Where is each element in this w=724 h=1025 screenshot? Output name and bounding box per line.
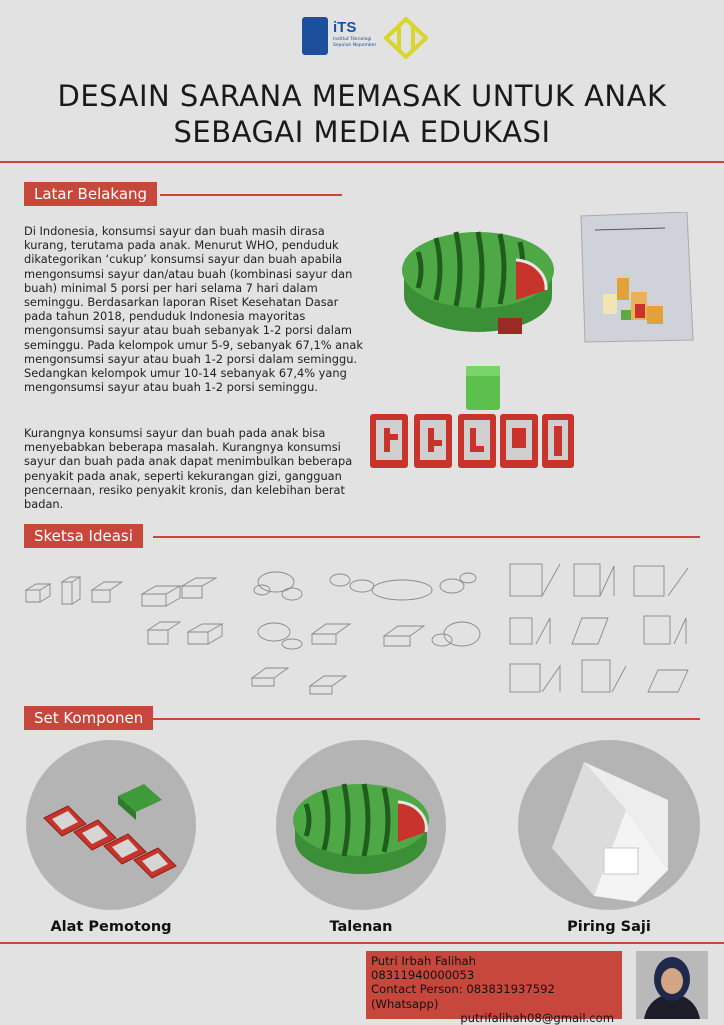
board-component-image bbox=[276, 740, 446, 910]
komponen-rule bbox=[152, 718, 700, 720]
latar-paragraph-2: Kurangnya konsumsi sayur dan buah pada anak bisa menyebabkan beberapa masalah. Kurangnya konsumsi sayur dan buah pada anak dapat menimbulkan beberapa penyakit pada anak, seperti kekurangan gizi, gangguan pencernaan, resiko penyakit kronis, dan kelebihan berat badan. bbox=[24, 426, 353, 512]
poster-title bbox=[20, 78, 704, 150]
footer-divider bbox=[0, 942, 724, 944]
cutter-set-render bbox=[366, 362, 581, 476]
its-crest-icon bbox=[302, 17, 328, 55]
contact-nrp: 08311940000053 bbox=[371, 968, 475, 983]
contact-phone: Contact Person: 083831937592 (Whatsapp) bbox=[371, 982, 555, 1011]
komponen-label-3: Piring Saji bbox=[567, 919, 651, 935]
cutter-component-image bbox=[26, 740, 196, 910]
latar-paragraph-1: Di Indonesia, konsumsi sayur dan buah masih dirasa kurang, terutama pada anak. Menurut WHO, penduduk dikategorikan ‘cukup’ konsumsi sayur dan buah apabila mengonsumsi sayur dan/atau buah (kombinasi sayur dan buah) minimal 5 porsi per hari selama 7 hari dalam seminggu. Berdasarkan laporan Riset Kesehatan Dasar pada tahun 2018, penduduk Indonesia mayoritas mengonsumsi sayur atau buah sebanyak 1-2 porsi dalam seminggu. Pada kelompok umur 5-9, sebanyak 67,1% anak mengonsumsi sayur atau buah 1-2 porsi dalam seminggu. Sedangkan kelompok umur 10-14 sebanyak 67,4% yang mengonsumsi sayur atau buah 1-2 porsi seminggu. bbox=[24, 224, 363, 395]
contact-card bbox=[366, 951, 622, 1025]
design-logo-icon bbox=[384, 17, 428, 59]
sketch-grid bbox=[22, 560, 702, 700]
poster-title-line1: DESAIN SARANA MEMASAK UNTUK ANAK bbox=[57, 79, 667, 113]
its-logo-subtitle: Institut Teknologi Sepuluh Nopember bbox=[333, 37, 377, 48]
contact-email: putrifalihah08@gmail.com bbox=[460, 1010, 614, 1025]
komponen-label-1: Alat Pemotong bbox=[50, 919, 172, 935]
its-logo bbox=[302, 17, 376, 59]
komponen-heading: Set Komponen bbox=[24, 706, 153, 730]
serving-tray-render bbox=[575, 212, 695, 344]
latar-rule bbox=[160, 194, 342, 196]
komponen-label-2: Talenan bbox=[329, 919, 393, 935]
avatar bbox=[636, 951, 708, 1019]
title-divider bbox=[0, 161, 724, 163]
contact-name: Putri Irbah Falihah bbox=[371, 954, 476, 968]
sketsa-rule bbox=[153, 536, 700, 538]
its-logo-mark: iTS bbox=[333, 19, 357, 36]
plate-component-image bbox=[518, 740, 700, 910]
watermelon-board-render bbox=[398, 222, 558, 340]
poster-title-line2: SEBAGAI MEDIA EDUKASI bbox=[173, 115, 551, 149]
sketsa-heading: Sketsa Ideasi bbox=[24, 524, 143, 548]
latar-heading: Latar Belakang bbox=[24, 182, 157, 206]
